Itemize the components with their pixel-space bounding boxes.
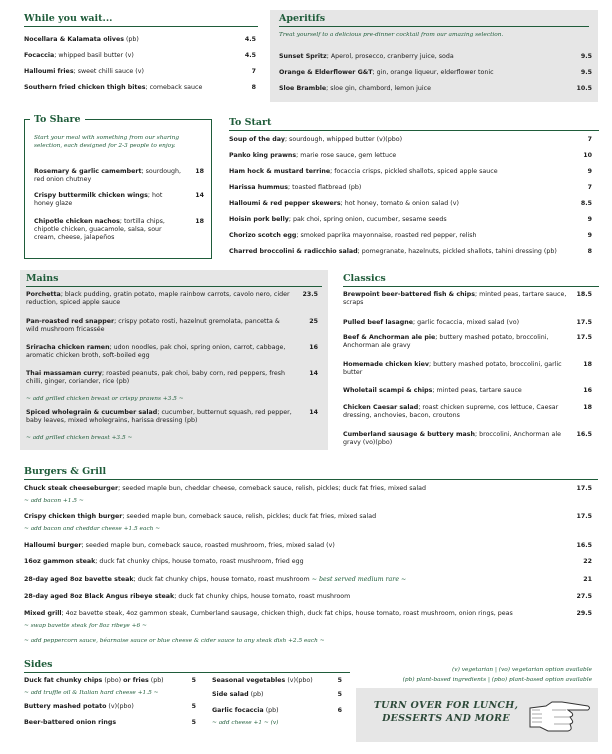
menu-item-name: Crispy chicken thigh burger <box>24 513 123 520</box>
menu-item-name: Rosemary & garlic camembert <box>34 168 142 175</box>
menu-item-description: (pb) <box>263 707 279 714</box>
menu-item-description: ; duck fat chunky chips, house tomato, roast mushroom <box>174 593 351 600</box>
menu-item-description: ; focaccia crisps, pickled shallots, spiced apple sauce <box>330 168 498 175</box>
menu-item-description: ; sweet chilli sauce (v) <box>73 68 144 75</box>
menu-item-price: 8 <box>251 84 256 91</box>
menu-item-name-alt: or fries <box>123 677 149 684</box>
menu-item-price: 7 <box>587 136 592 143</box>
menu-item-name: Harissa hummus <box>229 184 289 191</box>
menu-item-description: ; hot honey, tomato & onion salad (v) <box>340 200 459 207</box>
menu-item-name: Duck fat chunky chips <box>24 677 103 684</box>
menu-item <box>24 677 184 685</box>
menu-item-name: Pan-roasted red snapper <box>26 318 115 325</box>
menu-item-name: Porchetta <box>26 291 61 298</box>
menu-item-price: 17.5 <box>576 513 592 520</box>
menu-item <box>34 192 182 208</box>
menu-item-addon: ~ add bacon +1.5 ~ <box>24 498 84 504</box>
menu-item-price: 8.5 <box>580 200 592 207</box>
menu-item-description: ; roasted peanuts, pak choi, baby corn, red peppers, fresh chilli, ginger, coriander, rice (pb) <box>26 370 286 385</box>
menu-item <box>24 68 224 76</box>
menu-item-description: ; minted peas, tartare sauce, scraps <box>343 291 567 306</box>
menu-item-name: Pulled beef lasagne <box>343 319 414 326</box>
menu-item <box>343 319 573 327</box>
menu-item-name: Garlic focaccia <box>212 707 264 714</box>
divider <box>26 286 322 287</box>
menu-item-name: Orange & Elderflower G&T <box>279 69 373 76</box>
menu-item-price: 5 <box>337 677 342 684</box>
menu-item <box>229 152 579 160</box>
menu-item-description: ; sourdough, red onion chutney <box>34 168 182 183</box>
menu-item-name: Beer-battered onion rings <box>24 719 117 726</box>
menu-item-description: ; buttery mashed potato, broccolini, Anchorman ale gravy <box>343 334 549 349</box>
legend-line-2: (pb) plant-based ingredients | (pbo) plant-based option available <box>402 677 592 683</box>
menu-item-name: Halloumi fries <box>24 68 74 75</box>
menu-item-price: 18.5 <box>576 291 592 298</box>
menu-item-description: ; whipped basil butter (v) <box>54 52 134 59</box>
menu-item-price: 10.5 <box>576 85 592 92</box>
menu-item-description: ; sloe gin, chambord, lemon juice <box>326 85 431 92</box>
menu-item-price: 18 <box>583 361 592 368</box>
to-share-intro: Start your meal with something from our sharing selection, each designed for 2-3 people to enjoy. <box>34 135 180 149</box>
section-title-sides: Sides <box>24 659 53 670</box>
menu-item-description: ; 4oz bavette steak, 4oz gammon steak, Cumberland sausage, chicken thigh, duck fat chips, house tomato, roast mushroom, onion rings, peas <box>61 610 513 617</box>
menu-item-name: 16oz gammon steak <box>24 558 96 565</box>
menu-item <box>229 200 579 208</box>
menu-item-price: 16.5 <box>576 431 592 438</box>
menu-item <box>212 677 322 685</box>
menu-item-description: ; comeback sauce <box>145 84 203 91</box>
menu-item-price: 18 <box>583 404 592 411</box>
menu-item-description: ; udon noodles, pak choi, spring onion, carrot, cabbage, aromatic chicken broth, soft-boiled egg <box>26 344 286 359</box>
menu-item-description: ; marie rose sauce, gem lettuce <box>296 152 397 159</box>
menu-item-note: ~ best served medium rare ~ <box>309 576 407 583</box>
menu-item-price: 18 <box>195 218 204 225</box>
menu-item <box>24 485 564 493</box>
menu-item-name: Sunset Spritz <box>279 53 327 60</box>
menu-item-name: Seasonal vegetables <box>212 677 286 684</box>
menu-item-name: Halloumi burger <box>24 542 82 549</box>
divider <box>24 479 598 480</box>
menu-item-description: ; toasted flatbread (pb) <box>288 184 362 191</box>
menu-item-name: Nocellara & Kalamata olives <box>24 36 124 43</box>
menu-item <box>343 291 573 307</box>
menu-item-description: ; black pudding, gratin potato, maple rainbow carrots, cavolo nero, cider reduction, spiced apple sauce <box>26 291 290 306</box>
menu-item-description: ; broccolini, Anchorman ale gravy (vo)(pbo) <box>343 431 561 446</box>
turn-over-line-2: DESSERTS AND MORE <box>382 713 510 724</box>
menu-item-price: 4.5 <box>244 36 256 43</box>
menu-item-description: ; seeded maple bun, cheddar cheese, comeback sauce, relish, pickles; duck fat fries, mixed salad <box>118 485 427 492</box>
section-title-to-start: To Start <box>229 117 272 128</box>
menu-item-price: 10 <box>583 152 592 159</box>
menu-item <box>343 334 573 350</box>
section-title-to-share: To Share <box>30 114 85 126</box>
menu-item-price: 14 <box>195 192 204 199</box>
section-title-burgers-grill: Burgers & Grill <box>24 466 107 477</box>
menu-item-name: Cumberland sausage & buttery mash <box>343 431 475 438</box>
menu-item <box>24 513 564 521</box>
menu-item <box>24 558 564 566</box>
menu-item-name: Southern fried chicken thigh bites <box>24 84 146 91</box>
menu-item <box>343 404 573 420</box>
menu-item-addon: ~ swap bavette steak for 8oz ribeye +6 ~ <box>24 623 147 629</box>
menu-item-price: 5 <box>337 691 342 698</box>
menu-item-description: ; smoked paprika mayonnaise, roasted red pepper, relish <box>296 232 477 239</box>
menu-item <box>279 69 559 77</box>
menu-item-description: ; pomegranate, hazelnuts, pickled shallots, tahini dressing (pb) <box>357 248 557 255</box>
menu-item-price: 16.5 <box>576 542 592 549</box>
divider <box>24 26 258 27</box>
menu-item-name: Thai massaman curry <box>26 370 102 377</box>
menu-item <box>26 409 294 425</box>
menu-item-price: 22 <box>583 558 592 565</box>
menu-item-price: 5 <box>191 703 196 710</box>
section-title-mains: Mains <box>26 273 59 284</box>
divider <box>24 672 350 673</box>
menu-item <box>343 431 573 447</box>
menu-item <box>24 610 564 618</box>
menu-item-price: 14 <box>309 409 318 416</box>
menu-item <box>229 184 579 192</box>
menu-item-price: 7 <box>251 68 256 75</box>
menu-item-name: Focaccia <box>24 52 55 59</box>
menu-item-name: Hoisin pork belly <box>229 216 289 223</box>
menu-item-price: 5 <box>191 719 196 726</box>
menu-item <box>26 318 294 334</box>
menu-item-name: Crispy buttermilk chicken wings <box>34 192 148 199</box>
menu-item-description: ; minted peas, tartare sauce <box>432 387 522 394</box>
menu-item-price: 23.5 <box>302 291 318 298</box>
menu-item <box>24 84 224 92</box>
menu-item <box>229 248 579 256</box>
menu-item-description: ; garlic focaccia, mixed salad (vo) <box>413 319 520 326</box>
menu-item <box>343 387 573 395</box>
menu-item-name: 28-day aged 8oz Black Angus ribeye steak <box>24 593 175 600</box>
menu-item <box>212 707 322 715</box>
menu-item-price: 9 <box>587 232 592 239</box>
turn-over-text <box>362 699 530 725</box>
section-title-aperitifs: Aperitifs <box>279 13 326 24</box>
menu-item-price: 9.5 <box>580 69 592 76</box>
menu-item-addon: ~ add grilled chicken breast or crispy prawns +3.5 ~ <box>26 396 184 402</box>
menu-item <box>279 85 559 93</box>
menu-item-name: Chipotle chicken nachos <box>34 218 120 225</box>
menu-item <box>24 542 564 550</box>
menu-item-price: 25 <box>309 318 318 325</box>
menu-item-price: 5 <box>191 677 196 684</box>
menu-item-description: ; crispy potato rosti, hazelnut gremolata, pancetta & wild mushroom fricassée <box>26 318 280 333</box>
pointing-hand-icon <box>528 694 592 736</box>
menu-item-price: 18 <box>195 168 204 175</box>
menu-item-description: ; pak choi, spring onion, cucumber, sesame seeds <box>288 216 447 223</box>
menu-item-description: ; seeded maple bun, comeback sauce, roasted mushroom, fries, mixed salad (v) <box>81 542 335 549</box>
menu-item-name: Wholetail scampi & chips <box>343 387 433 394</box>
menu-item <box>212 691 322 699</box>
menu-item-description: (v)(pbo) <box>106 703 134 710</box>
steak-sauce-note: ~ add peppercorn sauce, béarnaise sauce or blue cheese & cider sauce to any steak dish +2.5 each ~ <box>24 638 325 644</box>
menu-item-name: Panko king prawns <box>229 152 297 159</box>
menu-item-name: Chuck steak cheeseburger <box>24 485 119 492</box>
menu-item-description: (pb) <box>248 691 264 698</box>
menu-item-description: (pbo) <box>102 677 124 684</box>
menu-item <box>24 52 224 60</box>
menu-item-description-alt: (pb) <box>148 677 164 684</box>
menu-item-price: 7 <box>587 184 592 191</box>
menu-item-name: Halloumi & red pepper skewers <box>229 200 341 207</box>
divider <box>229 130 599 131</box>
menu-item-addon: ~ add grilled chicken breast +3.5 ~ <box>26 435 133 441</box>
menu-item-price: 21 <box>583 576 592 583</box>
menu-item <box>34 218 184 242</box>
menu-item-description: ; roast chicken supreme, cos lettuce, Caesar dressing, anchovies, bacon, croutons <box>343 404 559 419</box>
menu-item-addon: ~ add truffle oil & Italian hard cheese +1.5 ~ <box>24 690 159 696</box>
menu-item <box>24 593 564 601</box>
menu-item-name: Homemade chicken kiev <box>343 361 430 368</box>
menu-item <box>279 53 559 61</box>
menu-item-description: ; cucumber, butternut squash, red pepper, baby leaves, mixed wholegrains, harissa dressing (pb) <box>26 409 292 424</box>
menu-item <box>24 36 224 44</box>
menu-item-price: 9 <box>587 168 592 175</box>
menu-item-price: 27.5 <box>576 593 592 600</box>
menu-item-description: ; buttery mashed potato, broccolini, garlic butter <box>343 361 562 376</box>
menu-item-price: 16 <box>583 387 592 394</box>
menu-item-description: (pb) <box>123 36 139 43</box>
menu-item <box>229 232 579 240</box>
menu-item-name: 28-day aged 8oz bavette steak <box>24 576 134 583</box>
menu-item <box>343 361 573 377</box>
divider <box>279 26 589 27</box>
menu-item <box>229 168 579 176</box>
menu-item-name: Sloe Bramble <box>279 85 327 92</box>
menu-item-price: 4.5 <box>244 52 256 59</box>
menu-item-description: ; hot honey glaze <box>34 192 163 207</box>
menu-item <box>26 370 294 386</box>
menu-item-price: 17.5 <box>576 485 592 492</box>
menu-item <box>229 136 579 144</box>
menu-item-addon: ~ add cheese +1 ~ (v) <box>212 720 279 726</box>
menu-item-name: Ham hock & mustard terrine <box>229 168 331 175</box>
menu-item-name: Charred broccolini & radicchio salad <box>229 248 358 255</box>
menu-item-price: 9.5 <box>580 53 592 60</box>
menu-item-price: 16 <box>309 344 318 351</box>
menu-item-name: Side salad <box>212 691 249 698</box>
menu-item-name: Brewpoint beer-battered fish & chips <box>343 291 475 298</box>
menu-item-price: 17.5 <box>576 334 592 341</box>
menu-item <box>26 344 294 360</box>
menu-item-name: Buttery mashed potato <box>24 703 107 710</box>
menu-item-price: 14 <box>309 370 318 377</box>
section-title-classics: Classics <box>343 273 386 284</box>
section-title-while-you-wait: While you wait... <box>24 13 113 24</box>
menu-item-description: ; tortilla chips, chipotle chicken, guacamole, salsa, sour cream, cheese, jalapeños <box>34 218 165 241</box>
menu-item-name: Chorizo scotch egg <box>229 232 297 239</box>
menu-item-description: ; gin, orange liqueur, elderflower tonic <box>372 69 494 76</box>
menu-item-name: Beef & Anchorman ale pie <box>343 334 436 341</box>
menu-item-name: Soup of the day <box>229 136 285 143</box>
turn-over-line-1: TURN OVER FOR LUNCH, <box>373 700 519 711</box>
menu-item-description: ; duck fat chunky chips, house tomato, roast mushroom, fried egg <box>95 558 304 565</box>
menu-item-description: ; duck fat chunky chips, house tomato, roast mushroom <box>133 576 310 583</box>
menu-item <box>24 703 184 711</box>
menu-item-description: ; seeded maple bun, comeback sauce, relish, pickles; duck fat fries, mixed salad <box>122 513 377 520</box>
menu-item-price: 6 <box>337 707 342 714</box>
menu-item-name: Chicken Caesar salad <box>343 404 419 411</box>
menu-item-addon: ~ add bacon and cheddar cheese +1.5 each ~ <box>24 526 161 532</box>
menu-item <box>24 719 184 727</box>
menu-item <box>34 168 182 184</box>
menu-item-price: 17.5 <box>576 319 592 326</box>
menu-item <box>24 576 564 584</box>
menu-item-name: Sriracha chicken ramen <box>26 344 110 351</box>
menu-item-description: ; Aperol, prosecco, cranberry juice, soda <box>326 53 454 60</box>
menu-item-price: 8 <box>587 248 592 255</box>
menu-item-price: 9 <box>587 216 592 223</box>
legend-line-1: (v) vegetarian | (vo) vegetarian option available <box>452 667 592 673</box>
menu-item-description: ; sourdough, whipped butter (v)(pbo) <box>284 136 403 143</box>
divider <box>343 286 599 287</box>
menu-item <box>229 216 579 224</box>
menu-item-price: 29.5 <box>576 610 592 617</box>
menu-item-description: (v)(pbo) <box>285 677 313 684</box>
menu-item-name: Mixed grill <box>24 610 62 617</box>
aperitifs-intro: Treat yourself to a delicious pre-dinner cocktail from our amazing selection. <box>279 32 504 38</box>
menu-item <box>26 291 294 307</box>
menu-item-name: Spiced wholegrain & cucumber salad <box>26 409 158 416</box>
